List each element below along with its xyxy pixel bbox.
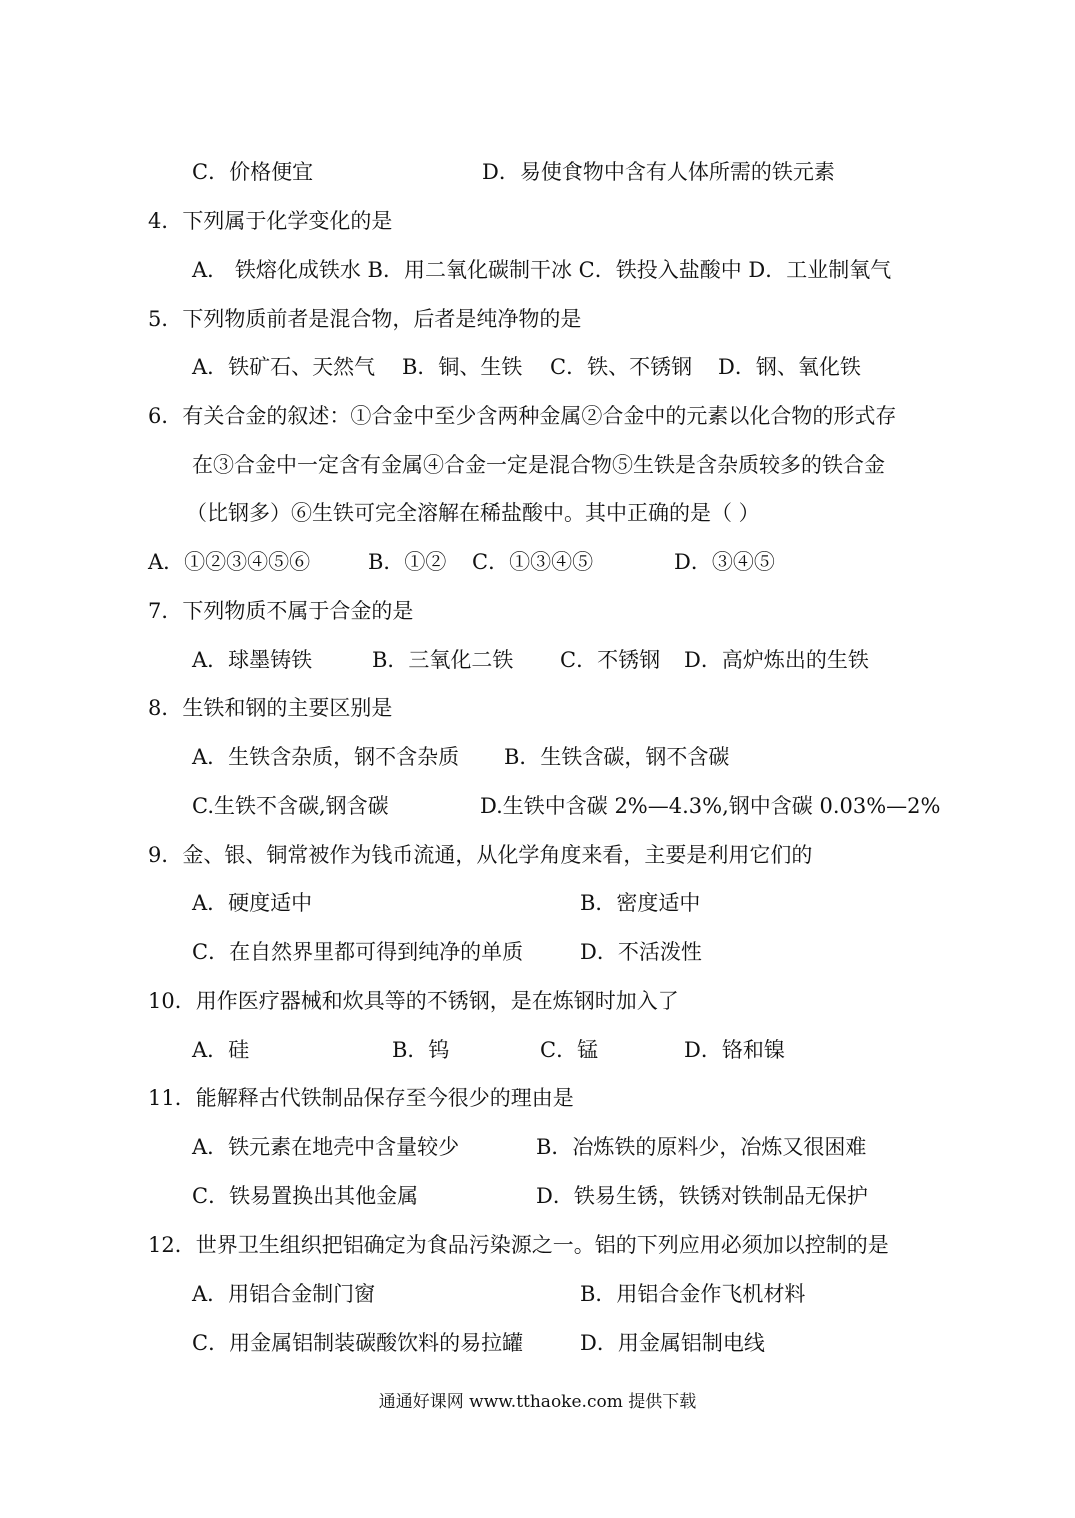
q6-stem-line-1: 6．有关合金的叙述：①合金中至少含两种金属②合金中的元素以化合物的形式存 (148, 404, 897, 428)
q3-option-d: D．易使食物中含有人体所需的铁元素 (482, 160, 835, 184)
q5-stem: 5．下列物质前者是混合物，后者是纯净物的是 (148, 307, 582, 331)
q11-option-a: A．铁元素在地壳中含量较少 (192, 1135, 460, 1159)
q9-option-c: C．在自然界里都可得到纯净的单质 (192, 940, 524, 964)
q11-option-d: D．铁易生锈，铁锈对铁制品无保护 (536, 1184, 868, 1208)
q10-option-d: D．铬和镍 (684, 1038, 785, 1062)
q6-stem-line-2: 在③合金中一定含有金属④合金一定是混合物⑤生铁是含杂质较多的铁合金 (192, 453, 885, 477)
q6-option-c: C．①③④⑤ (472, 550, 594, 574)
q12-option-d: D．用金属铝制电线 (580, 1331, 765, 1355)
q5-option-d: D．钢、氧化铁 (718, 355, 861, 379)
q10-option-a: A．硅 (192, 1038, 250, 1062)
q12-option-c: C．用金属铝制装碳酸饮料的易拉罐 (192, 1331, 524, 1355)
q12-option-a: A．用铝合金制门窗 (192, 1282, 376, 1306)
q9-stem: 9．金、银、铜常被作为钱币流通，从化学角度来看，主要是利用它们的 (148, 843, 813, 867)
q9-option-b: B．密度适中 (580, 891, 701, 915)
q11-option-c: C．铁易置换出其他金属 (192, 1184, 419, 1208)
q8-option-d: D.生铁中含碳 2%—4.3%,钢中含碳 0.03%—2% (480, 794, 941, 818)
q7-option-c: C．不锈钢 (560, 648, 661, 672)
q7-option-d: D．高炉炼出的生铁 (684, 648, 869, 672)
q5-option-a: A．铁矿石、天然气 (192, 355, 376, 379)
q12-stem: 12．世界卫生组织把铝确定为食品污染源之一。铝的下列应用必须加以控制的是 (148, 1233, 889, 1257)
q8-option-a: A．生铁含杂质，钢不含杂质 (192, 745, 460, 769)
q10-stem: 10．用作医疗器械和炊具等的不锈钢，是在炼钢时加入了 (148, 989, 679, 1013)
q6-option-d: D．③④⑤ (674, 550, 775, 574)
q8-option-b: B．生铁含碳，钢不含碳 (504, 745, 730, 769)
q4-options: A． 铁熔化成铁水 B．用二氧化碳制干冰 C．铁投入盐酸中 D．工业制氧气 (192, 258, 892, 282)
q7-option-a: A．球墨铸铁 (192, 648, 313, 672)
q6-option-a: A．①②③④⑤⑥ (148, 550, 311, 574)
q10-option-b: B．钨 (392, 1038, 450, 1062)
q9-option-a: A．硬度适中 (192, 891, 313, 915)
q6-stem-line-3: （比钢多）⑥生铁可完全溶解在稀盐酸中。其中正确的是（ ） (186, 501, 760, 525)
q3-option-c: C．价格便宜 (192, 160, 314, 184)
q6-option-b: B．①② (368, 550, 447, 574)
page-footer: 通通好课网 www.tthaoke.com 提供下载 (378, 1392, 697, 1412)
q5-option-c: C．铁、不锈钢 (550, 355, 693, 379)
q5-option-b: B．铜、生铁 (402, 355, 523, 379)
q10-option-c: C．锰 (540, 1038, 599, 1062)
q8-stem: 8．生铁和钢的主要区别是 (148, 696, 393, 720)
q7-option-b: B．三氧化二铁 (372, 648, 514, 672)
q7-stem: 7．下列物质不属于合金的是 (148, 599, 414, 623)
q12-option-b: B．用铝合金作飞机材料 (580, 1282, 806, 1306)
q9-option-d: D．不活泼性 (580, 940, 702, 964)
q11-option-b: B．冶炼铁的原料少，冶炼又很困难 (536, 1135, 867, 1159)
q8-option-c: C.生铁不含碳,钢含碳 (192, 794, 389, 818)
q4-stem: 4．下列属于化学变化的是 (148, 209, 393, 233)
q11-stem: 11．能解释古代铁制品保存至今很少的理由是 (148, 1086, 574, 1110)
